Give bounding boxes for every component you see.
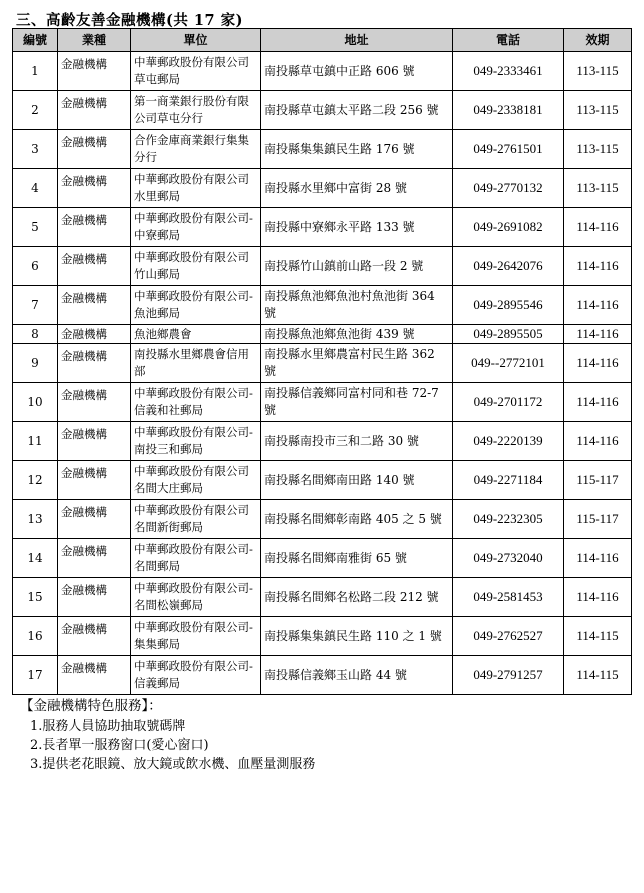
row-type: 金融機構 — [58, 383, 131, 422]
section-title: 三、高齡友善金融機構(共 17 家) — [16, 12, 243, 29]
row-phone: 049-2895505 — [453, 325, 564, 344]
header-unit: 單位 — [131, 29, 261, 52]
row-type: 金融機構 — [58, 422, 131, 461]
row-phone: 049-2762527 — [453, 617, 564, 656]
row-number: 10 — [13, 383, 58, 422]
row-type: 金融機構 — [58, 461, 131, 500]
row-period: 114-116 — [564, 578, 632, 617]
row-type: 金融機構 — [58, 286, 131, 325]
row-type: 金融機構 — [58, 617, 131, 656]
row-unit: 中華郵政股份有限公司-名間郵局 — [131, 539, 261, 578]
row-unit: 中華郵政股份有限公司名間新街郵局 — [131, 500, 261, 539]
row-period: 114-116 — [564, 286, 632, 325]
table-header-row — [13, 29, 632, 52]
row-unit: 中華郵政股份有限公司草屯郵局 — [131, 52, 261, 91]
row-phone: 049-2581453 — [453, 578, 564, 617]
row-type: 金融機構 — [58, 52, 131, 91]
row-phone: 049--2772101 — [453, 344, 564, 383]
row-number: 9 — [13, 344, 58, 383]
row-address: 南投縣南投市三和二路 30 號 — [261, 422, 453, 461]
row-number: 17 — [13, 656, 58, 695]
table-row — [13, 500, 632, 539]
row-unit: 中華郵政股份有限公司-名間松嶺郵局 — [131, 578, 261, 617]
header-period: 效期 — [564, 29, 632, 52]
row-type: 金融機構 — [58, 344, 131, 383]
row-type: 金融機構 — [58, 578, 131, 617]
row-unit: 中華郵政股份有限公司-魚池郵局 — [131, 286, 261, 325]
table-row — [13, 656, 632, 695]
table-row — [13, 539, 632, 578]
row-unit: 南投縣水里鄉農會信用部 — [131, 344, 261, 383]
row-address: 南投縣名間鄉名松路二段 212 號 — [261, 578, 453, 617]
service-item: 3.提供老花眼鏡、放大鏡或飲水機、血壓量測服務 — [30, 757, 316, 772]
row-phone: 049-2691082 — [453, 208, 564, 247]
row-phone: 049-2333461 — [453, 52, 564, 91]
row-period: 114-116 — [564, 247, 632, 286]
row-unit: 魚池鄉農會 — [131, 325, 261, 344]
row-number: 14 — [13, 539, 58, 578]
row-unit: 中華郵政股份有限公司-集集郵局 — [131, 617, 261, 656]
row-address: 南投縣信義鄉玉山路 44 號 — [261, 656, 453, 695]
table-row — [13, 461, 632, 500]
row-type: 金融機構 — [58, 208, 131, 247]
row-address: 南投縣水里鄉中富街 28 號 — [261, 169, 453, 208]
row-period: 115-117 — [564, 461, 632, 500]
header-address: 地址 — [261, 29, 453, 52]
table-row — [13, 383, 632, 422]
row-unit: 中華郵政股份有限公司-南投三和郵局 — [131, 422, 261, 461]
row-phone: 049-2732040 — [453, 539, 564, 578]
row-address: 南投縣名間鄉南雅街 65 號 — [261, 539, 453, 578]
row-address: 南投縣集集鎮民生路 176 號 — [261, 130, 453, 169]
row-number: 16 — [13, 617, 58, 656]
row-address: 南投縣名間鄉彰南路 405 之 5 號 — [261, 500, 453, 539]
row-phone: 049-2761501 — [453, 130, 564, 169]
row-period: 113-115 — [564, 130, 632, 169]
row-unit: 中華郵政股份有限公司-信義和社郵局 — [131, 383, 261, 422]
row-number: 7 — [13, 286, 58, 325]
row-period: 114-116 — [564, 422, 632, 461]
row-period: 114-115 — [564, 656, 632, 695]
row-period: 114-116 — [564, 325, 632, 344]
row-address: 南投縣名間鄉南田路 140 號 — [261, 461, 453, 500]
table-row — [13, 91, 632, 130]
row-number: 5 — [13, 208, 58, 247]
table-row — [13, 344, 632, 383]
row-phone: 049-2232305 — [453, 500, 564, 539]
table-row — [13, 286, 632, 325]
row-number: 12 — [13, 461, 58, 500]
row-unit: 中華郵政股份有限公司名間大庄郵局 — [131, 461, 261, 500]
row-type: 金融機構 — [58, 130, 131, 169]
row-type: 金融機構 — [58, 325, 131, 344]
row-period: 114-116 — [564, 539, 632, 578]
table-row — [13, 325, 632, 344]
row-phone: 049-2338181 — [453, 91, 564, 130]
row-number: 8 — [13, 325, 58, 344]
table-row — [13, 208, 632, 247]
row-number: 4 — [13, 169, 58, 208]
row-period: 114-116 — [564, 208, 632, 247]
row-number: 1 — [13, 52, 58, 91]
service-item: 2.長者單一服務窗口(愛心窗口) — [30, 738, 209, 753]
row-address: 南投縣草屯鎮中正路 606 號 — [261, 52, 453, 91]
row-period: 114-116 — [564, 383, 632, 422]
table-row — [13, 52, 632, 91]
row-number: 13 — [13, 500, 58, 539]
row-period: 113-115 — [564, 169, 632, 208]
row-period: 113-115 — [564, 52, 632, 91]
row-period: 114-115 — [564, 617, 632, 656]
row-type: 金融機構 — [58, 247, 131, 286]
services-section — [20, 697, 315, 774]
header-type: 業種 — [58, 29, 131, 52]
row-number: 11 — [13, 422, 58, 461]
row-unit: 合作金庫商業銀行集集分行 — [131, 130, 261, 169]
row-address: 南投縣集集鎮民生路 110 之 1 號 — [261, 617, 453, 656]
row-address: 南投縣信義鄉同富村同和巷 72-7 號 — [261, 383, 453, 422]
row-address: 南投縣水里鄉農富村民生路 362 號 — [261, 344, 453, 383]
row-type: 金融機構 — [58, 539, 131, 578]
row-type: 金融機構 — [58, 500, 131, 539]
row-type: 金融機構 — [58, 91, 131, 130]
financial-institutions-table — [12, 28, 632, 695]
row-unit: 中華郵政股份有限公司水里郵局 — [131, 169, 261, 208]
row-unit: 中華郵政股份有限公司-中寮郵局 — [131, 208, 261, 247]
row-address: 南投縣竹山鎮前山路一段 2 號 — [261, 247, 453, 286]
row-address: 南投縣草屯鎮太平路二段 256 號 — [261, 91, 453, 130]
row-phone: 049-2220139 — [453, 422, 564, 461]
row-address: 南投縣中寮鄉永平路 133 號 — [261, 208, 453, 247]
service-item: 1.服務人員協助抽取號碼牌 — [30, 719, 186, 734]
row-type: 金融機構 — [58, 169, 131, 208]
row-phone: 049-2642076 — [453, 247, 564, 286]
table-row — [13, 169, 632, 208]
row-number: 6 — [13, 247, 58, 286]
table-row — [13, 130, 632, 169]
row-phone: 049-2770132 — [453, 169, 564, 208]
row-phone: 049-2701172 — [453, 383, 564, 422]
row-period: 114-116 — [564, 344, 632, 383]
table-row — [13, 247, 632, 286]
header-number: 編號 — [13, 29, 58, 52]
table-row — [13, 422, 632, 461]
row-phone: 049-2895546 — [453, 286, 564, 325]
row-period: 115-117 — [564, 500, 632, 539]
row-address: 南投縣魚池鄉魚池村魚池街 364 號 — [261, 286, 453, 325]
header-phone: 電話 — [453, 29, 564, 52]
row-number: 15 — [13, 578, 58, 617]
row-unit: 第一商業銀行股份有限公司草屯分行 — [131, 91, 261, 130]
row-phone: 049-2791257 — [453, 656, 564, 695]
row-period: 113-115 — [564, 91, 632, 130]
row-type: 金融機構 — [58, 656, 131, 695]
services-heading: 【金融機構特色服務】： — [20, 698, 162, 714]
row-unit: 中華郵政股份有限公司-信義郵局 — [131, 656, 261, 695]
row-number: 2 — [13, 91, 58, 130]
row-address: 南投縣魚池鄉魚池街 439 號 — [261, 325, 453, 344]
table-row — [13, 578, 632, 617]
row-unit: 中華郵政股份有限公司竹山郵局 — [131, 247, 261, 286]
row-phone: 049-2271184 — [453, 461, 564, 500]
row-number: 3 — [13, 130, 58, 169]
table-row — [13, 617, 632, 656]
